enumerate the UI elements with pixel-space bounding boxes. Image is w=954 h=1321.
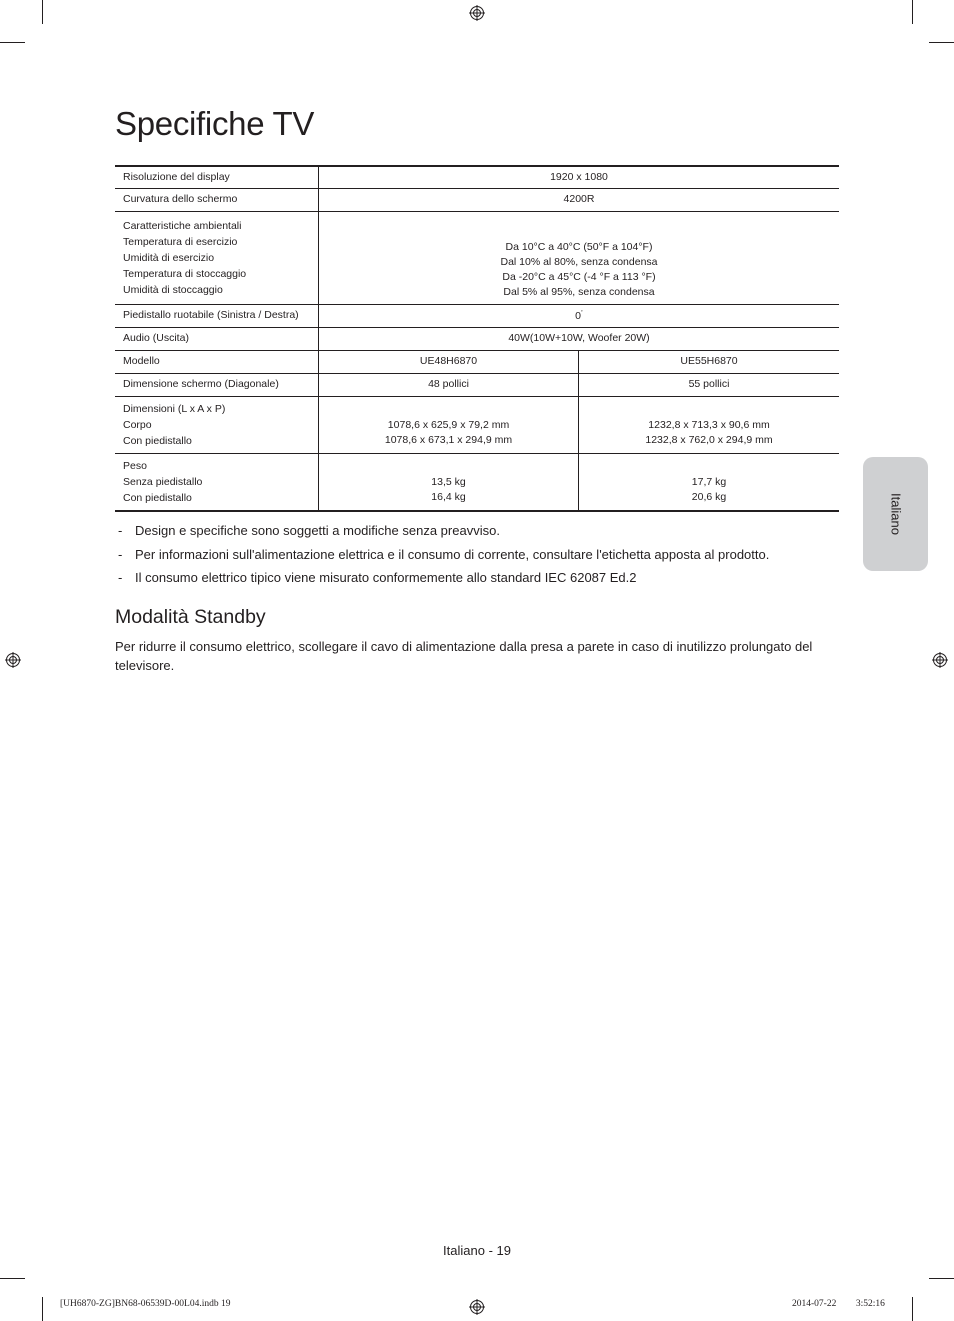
- spec-value: [319, 188, 840, 211]
- spec-value-line: [327, 307, 831, 324]
- side-tab-label: Italiano: [888, 493, 903, 535]
- spec-value-model-a: [319, 350, 579, 373]
- specs-table: [115, 165, 839, 512]
- note-bullet: -: [118, 523, 123, 538]
- note-text: Per informazioni sull'alimentazione elettrica e il consumo di corrente, consultare l'etichetta apposta al prodotto.: [135, 546, 770, 562]
- spec-label: [115, 453, 319, 511]
- spec-value-line: 1078,6 x 625,9 x 79,2 mm: [387, 418, 510, 431]
- print-slug-file: [UH6870-ZG]BN68-06539D-00L04.indb 19: [60, 1299, 231, 1309]
- spec-value-line: 55 pollici: [688, 378, 730, 390]
- list-item: [115, 522, 835, 546]
- language-side-tab: [863, 457, 928, 571]
- table-row: [115, 327, 839, 350]
- spec-value-model-a: [319, 453, 579, 511]
- table-row: [115, 304, 839, 327]
- spec-value-model-b: [579, 373, 840, 396]
- table-row: [115, 373, 839, 396]
- spec-value-model-a: [319, 373, 579, 396]
- spec-label-line: Dimensioni (L x A x P): [123, 402, 226, 415]
- spec-label-line: Piedistallo ruotabile (Sinistra / Destra): [123, 309, 299, 321]
- registration-mark-icon: [5, 652, 21, 668]
- spec-value-line: 20,6 kg: [691, 490, 727, 503]
- spec-value-line: Da 10°C a 40°C (50°F a 104°F): [505, 240, 653, 253]
- spec-value-model-b: [579, 396, 840, 453]
- spec-label: [115, 396, 319, 453]
- spec-value: [319, 166, 840, 188]
- spec-value-line: 17,7 kg: [691, 475, 727, 488]
- page-title: Specifiche TV: [115, 105, 315, 142]
- spec-label: [115, 166, 319, 188]
- spec-value-line: 1232,8 x 762,0 x 294,9 mm: [645, 433, 773, 446]
- crop-mark: [0, 42, 25, 43]
- spec-label-line: Umidità di esercizio: [123, 251, 215, 264]
- spec-value-line: 40W(10W+10W, Woofer 20W): [508, 332, 650, 344]
- section-title-standby: Modalità Standby: [115, 606, 266, 628]
- table-row: [115, 166, 839, 188]
- print-slug-date: 2014-07-22 ￿￿ 3:52:16: [792, 1299, 885, 1309]
- table-row: [115, 211, 839, 304]
- spec-value: [319, 304, 840, 327]
- registration-mark-icon: [469, 5, 485, 21]
- spec-label-line: Temperatura di stoccaggio: [123, 267, 247, 280]
- spec-value-line: 48 pollici: [428, 378, 469, 390]
- table-row: [115, 396, 839, 453]
- spec-label-line: Umidità di stoccaggio: [123, 283, 223, 296]
- spec-value-line: 1232,8 x 713,3 x 90,6 mm: [648, 418, 770, 431]
- spec-label-line: Risoluzione del display: [123, 170, 230, 183]
- spec-label-line: Dimensione schermo (Diagonale): [123, 378, 279, 390]
- list-item: [115, 569, 835, 593]
- spec-value-model-b: [579, 350, 840, 373]
- registration-mark-icon: [932, 652, 948, 668]
- registration-mark-icon: [469, 1299, 485, 1315]
- spec-value-line: 13,5 kg: [431, 475, 466, 488]
- spec-label: [115, 350, 319, 373]
- table-row: [115, 453, 839, 511]
- spec-label-line: Modello: [123, 355, 160, 367]
- spec-label-line: Audio (Uscita): [123, 332, 189, 344]
- page-number: Italiano - 19: [443, 1243, 511, 1258]
- spec-label: [115, 304, 319, 327]
- spec-label-line: Temperatura di esercizio: [123, 235, 238, 248]
- spec-label-line: Senza piedistallo: [123, 475, 203, 488]
- spec-label-line: Caratteristiche ambientali: [123, 219, 242, 232]
- crop-mark: [0, 1278, 25, 1279]
- crop-mark: [912, 0, 913, 24]
- table-row: [115, 350, 839, 373]
- spec-value: [319, 211, 840, 304]
- table-row: [115, 188, 839, 211]
- standby-paragraph: Per ridurre il consumo elettrico, scollegare il cavo di alimentazione dalla presa a parete in caso di inutilizzo prolungato del televisore.: [115, 639, 813, 673]
- spec-label-line: Corpo: [123, 418, 152, 431]
- spec-value-line: UE55H6870: [680, 355, 738, 367]
- spec-value-text: 0: [575, 310, 581, 322]
- spec-label-line: Peso: [123, 459, 147, 472]
- spec-value-line: 1078,6 x 673,1 x 294,9 mm: [384, 433, 513, 446]
- crop-mark: [912, 1297, 913, 1321]
- note-text: Design e specifiche sono soggetti a modifiche senza preavviso.: [135, 523, 500, 538]
- note-bullet: -: [118, 546, 123, 562]
- spec-label-line: Con piedistallo: [123, 434, 192, 447]
- notes-list: [115, 522, 835, 593]
- spec-value: [319, 327, 840, 350]
- spec-value-line: 1920 x 1080: [550, 170, 608, 183]
- spec-label: [115, 327, 319, 350]
- spec-value-model-a: [319, 396, 579, 453]
- spec-value-line: Dal 5% al 95%, senza condensa: [503, 285, 655, 298]
- degree-mark: ˚: [580, 311, 583, 317]
- crop-mark: [42, 1297, 43, 1321]
- spec-label-line: Curvatura dello schermo: [123, 193, 238, 205]
- spec-label-line: Con piedistallo: [123, 491, 192, 504]
- spec-value-line: Dal 10% al 80%, senza condensa: [500, 255, 658, 268]
- crop-mark: [929, 42, 954, 43]
- spec-value-line: UE48H6870: [419, 355, 478, 367]
- spec-value-line: Da -20°C a 45°C (-4 °F a 113 °F): [502, 270, 656, 283]
- spec-label: [115, 373, 319, 396]
- crop-mark: [929, 1278, 954, 1279]
- spec-value-line: 16,4 kg: [431, 490, 466, 503]
- note-bullet: -: [118, 570, 123, 585]
- crop-mark: [42, 0, 43, 24]
- spec-value-model-b: [579, 453, 840, 511]
- spec-value-line: 4200R: [563, 193, 595, 205]
- list-item: [115, 546, 835, 570]
- note-text: Il consumo elettrico tipico viene misurato conformemente allo standard IEC 62087 Ed.2: [135, 570, 637, 585]
- spec-label: [115, 188, 319, 211]
- spec-label: [115, 211, 319, 304]
